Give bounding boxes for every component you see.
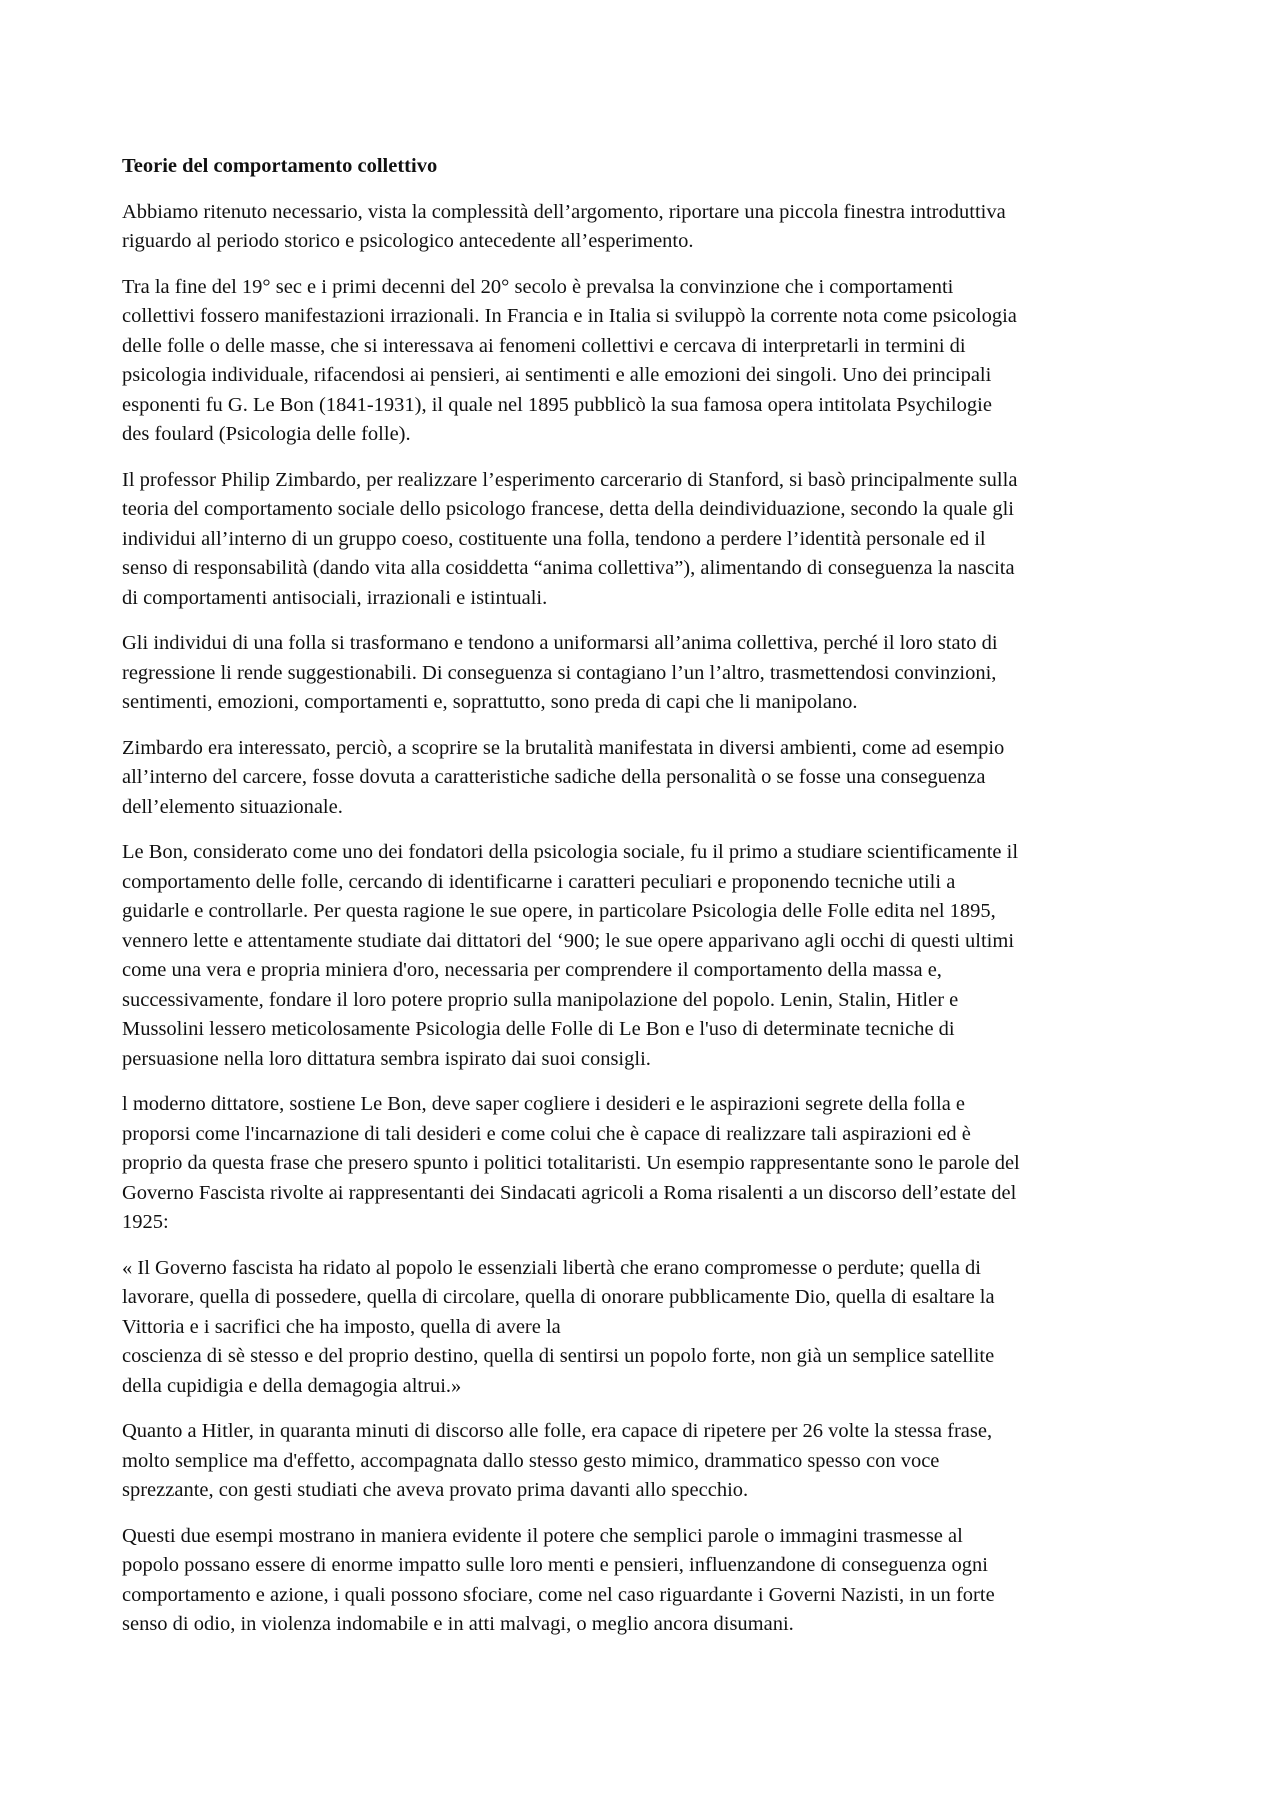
paragraph-intro: Abbiamo ritenuto necessario, vista la complessità dell’argomento, riportare una piccola finestra introduttiva riguardo al periodo storico e psicologico antecedente all’esperimento. [122, 200, 1006, 252]
paragraph-zimbardo-interest: Zimbardo era interessato, perciò, a scoprire se la brutalità manifestata in diversi ambienti, come ad esempio all’interno del carcere, fosse dovuta a caratteristiche sadiche della personalità o se fosse una conseguenza dell’elemento situazionale. [122, 736, 1005, 818]
document-page [122, 152, 1167, 1656]
paragraph-crowd-individuals: Gli individui di una folla si trasformano e tendono a uniformarsi all’anima collettiva, perché il loro stato di regressione li rende suggestionabili. Di conseguenza si contagiano l’un l’altro, trasmettendosi convinzioni, sentimenti, emozioni, comportamenti e, soprattutto, sono preda di capi che li manipolano. [122, 632, 998, 713]
paragraph-zimbardo-theory: Il professor Philip Zimbardo, per realizzare l’esperimento carcerario di Stanford, si basò principalmente sulla teoria del comportamento sociale dello psicologo francese, detta della deindividuazione, secondo la quale gli individui all’interno di un gruppo coeso, costituente una folla, tendono a perdere l’identità personale ed il senso di responsabilità (dando vita alla cosiddetta “anima collettiva”), alimentando di conseguenza la nascita di comportamenti antisociali, irrazionali e istintuali. [122, 468, 1018, 609]
document-title: Teorie del comportamento collettivo [122, 155, 438, 177]
paragraph-fascist-quote: « Il Governo fascista ha ridato al popolo le essenziali libertà che erano compromesse o perdute; quella di lavorare, quella di possedere, quella di circolare, quella di onorare pubblicamente Dio, quella di esaltare la Vittoria e i sacrifici che ha imposto, quella di avere la coscienza di sè stesso e del proprio destino, quella di sentirsi un popolo forte, non già un semplice satellite della cupidigia e della demagogia altrui.» [122, 1256, 995, 1397]
paragraph-conclusion: Questi due esempi mostrano in maniera evidente il potere che semplici parole o immagini trasmesse al popolo possano essere di enorme impatto sulle loro menti e pensieri, influenzandone di conseguenza ogni comportamento e azione, i quali possono sfociare, come nel caso riguardante i Governi Nazisti, in un forte senso di odio, in violenza indomabile e in atti malvagi, o meglio ancora disumani. [122, 1524, 995, 1635]
paragraph-hitler: Quanto a Hitler, in quaranta minuti di discorso alle folle, era capace di ripetere per 26 volte la stessa frase, molto semplice ma d'effetto, accompagnata dallo stesso gesto mimico, drammatico spesso con voce sprezzante, con gesti studiati che aveva provato prima davanti allo specchio. [122, 1420, 993, 1501]
paragraph-le-bon-founder: Le Bon, considerato come uno dei fondatori della psicologia sociale, fu il primo a studiare scientificamente il comportamento delle folle, cercando di identificarne i caratteri peculiari e proponendo tecniche utili a guidarle e controllarle. Per questa ragione le sue opere, in particolare Psicologia delle Folle edita nel 1895, vennero lette e attentamente studiate dai dittatori del ‘900; le sue opere apparivano agli occhi di questi ultimi come una vera e propria miniera d'oro, necessaria per comprendere il comportamento della massa e, successivamente, fondare il loro potere proprio sulla manipolazione del popolo. Lenin, Stalin, Hitler e Mussolini lessero meticolosamente Psicologia delle Folle di Le Bon e l'uso di determinate tecniche di persuasione nella loro dittatura sembra ispirato dai suoi consigli. [122, 841, 1019, 1070]
paragraph-modern-dictator: l moderno dittatore, sostiene Le Bon, deve saper cogliere i desideri e le aspirazioni segrete della folla e proporsi come l'incarnazione di tali desideri e come colui che è capace di realizzare tali aspirazioni ed è proprio da questa frase che presero spunto i politici totalitaristi. Un esempio rappresentante sono le parole del Governo Fascista rivolte ai rappresentanti dei Sindacati agricoli a Roma risalenti a un discorso dell’estate del 1925: [122, 1093, 1020, 1233]
paragraph-historical-context: Tra la fine del 19° sec e i primi decenni del 20° secolo è prevalsa la convinzione che i comportamenti collettivi fossero manifestazioni irrazionali. In Francia e in Italia si sviluppò la corrente nota come psicologia delle folle o delle masse, che si interessava ai fenomeni collettivi e cercava di interpretarli in termini di psicologia individuale, rifacendosi ai pensieri, ai sentimenti e alle emozioni dei singoli. Uno dei principali esponenti fu G. Le Bon (1841-1931), il quale nel 1895 pubblicò la sua famosa opera intitolata Psychilogie des foulard (Psicologia delle folle). [122, 275, 1017, 445]
